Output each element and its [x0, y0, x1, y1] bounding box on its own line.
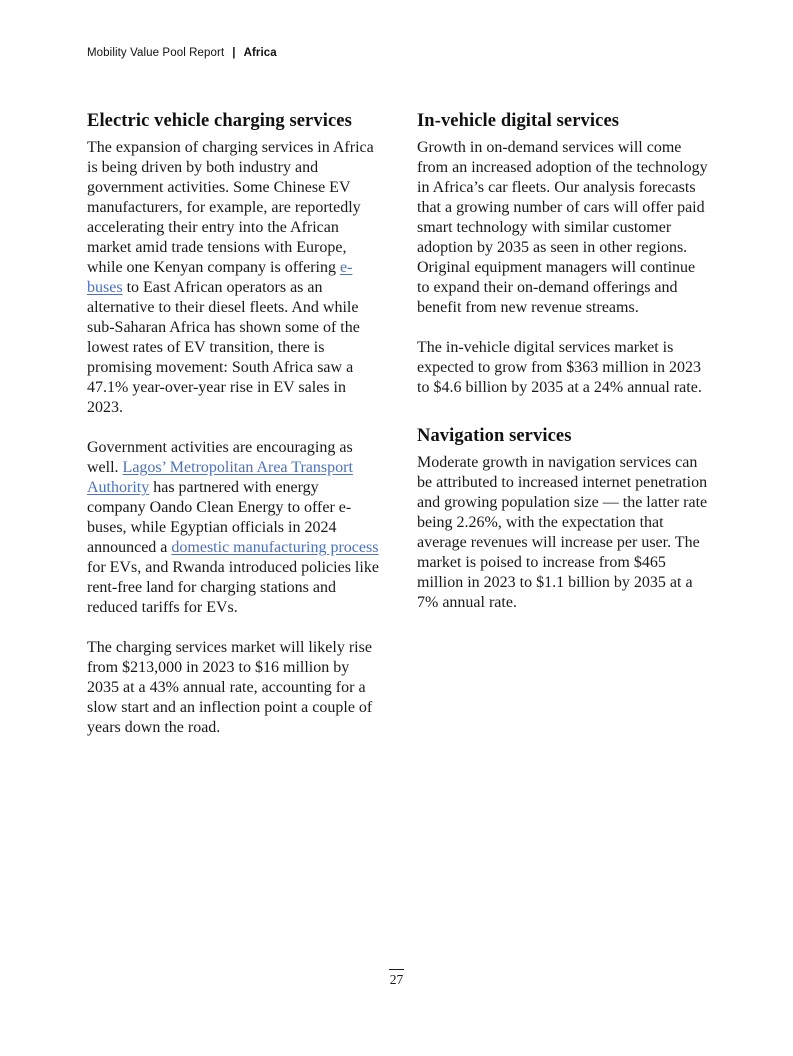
text-run: The expansion of charging services in Africa is being driven by both industry and government activities. Some Chinese EV manufacturers, for example, are reportedly accelerating their entry into the African market amid trade tensions with Europe, while one Kenyan company is offering: [87, 139, 374, 276]
page-header: [87, 46, 277, 60]
text-run: has partnered with energy company Oando Clean Energy to offer e-buses, while Egyptian officials in 2024 announced a: [87, 479, 352, 556]
paragraph-in-vehicle-1: Growth in on-demand services will come from an increased adoption of the technology in Africa’s car fleets. Our analysis forecasts that a growing number of cars will offer paid smart technology with similar customer adoption by 2035 as seen in other regions. Original equipment managers will continue to expand their on-demand offerings and benefit from new revenue streams.: [417, 139, 708, 316]
paragraph-in-vehicle-2: The in-vehicle digital services market is expected to grow from $363 million in 2023 to $4.6 billion by 2035 at a 24% annual rate.: [417, 339, 702, 396]
text-run: for EVs, and Rwanda introduced policies like rent-free land for charging stations and reduced tariffs for EVs.: [87, 559, 379, 616]
column-right: [417, 109, 709, 758]
section-heading-navigation: Navigation services: [417, 426, 572, 446]
text-run: to East African operators as an alternative to their diesel fleets. And while sub-Saharan Africa has shown some of the lowest rates of EV transition, there is promising movement: South Africa saw a 47.1% year-over-year rise in EV sales in 2023.: [87, 279, 360, 416]
header-region-label: Africa: [243, 47, 277, 59]
link-lagos-transport-authority[interactable]: Lagos’ Metropolitan Area Transport Authority: [87, 459, 353, 496]
link-e-buses[interactable]: e-buses: [87, 259, 353, 296]
report-title: Mobility Value Pool Report: [87, 47, 225, 59]
page-number: 27: [389, 969, 405, 987]
section-heading-in-vehicle-digital: In-vehicle digital services: [417, 111, 620, 131]
header-divider: |: [232, 47, 236, 59]
paragraph-ev-charging-1: [87, 138, 379, 418]
paragraph-ev-charging-2: [87, 438, 379, 618]
column-left: [87, 109, 379, 758]
two-column-layout: [87, 109, 709, 758]
link-domestic-manufacturing-process[interactable]: domestic manufacturing process: [171, 539, 379, 556]
paragraph-ev-charging-3: The charging services market will likely rise from $213,000 in 2023 to $16 million by 2035 at a 43% annual rate, accounting for a slow start and an inflection point a couple of years down the road.: [87, 639, 373, 736]
text-run: Government activities are encouraging as well.: [87, 439, 353, 476]
page-footer: [0, 969, 793, 989]
paragraph-navigation-1: Moderate growth in navigation services can be attributed to increased internet penetration and growing population size — the latter rate being 2.26%, with the expectation that average revenues will increase per user. The market is poised to increase from $465 million in 2023 to $1.1 billion by 2035 at a 7% annual rate.: [417, 454, 708, 611]
section-heading-ev-charging: Electric vehicle charging services: [87, 111, 352, 131]
